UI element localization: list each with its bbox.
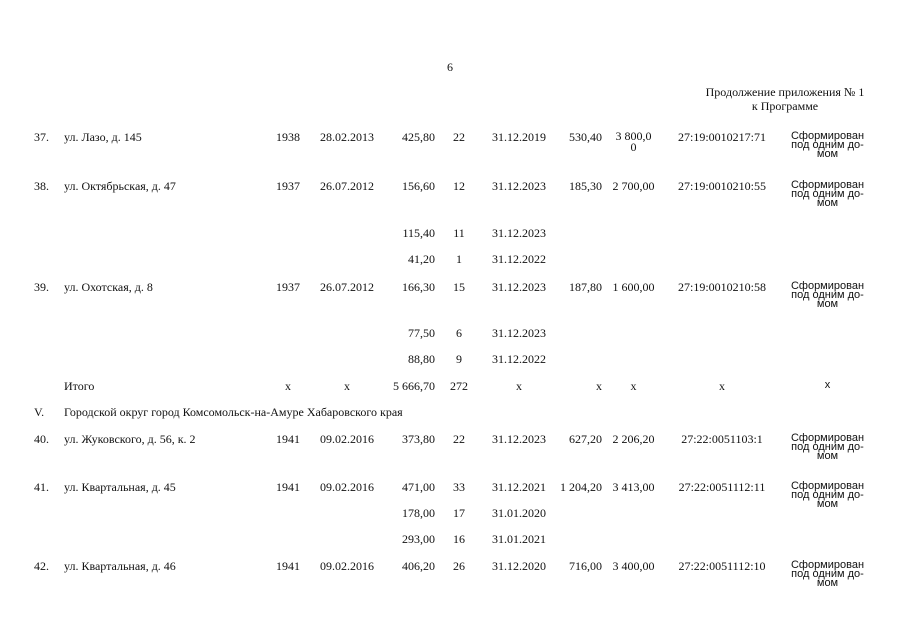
cell-cadastre: 27:19:0010217:71 [677,130,766,144]
cell-cost: 1 600,00 [612,280,655,294]
cell-note: х [824,379,831,391]
cell-date2: 31.12.2022 [492,352,546,366]
cell-date2: 31.12.2019 [492,130,546,144]
cell-area: 178,00 [402,506,435,520]
cell-area2: 627,20 [569,432,602,446]
cell-date1: 26.07.2012 [320,179,374,193]
cell-cost: 3 413,00 [612,480,655,494]
cell-people: 15 [453,280,465,294]
cell-address: ул. Лазо, д. 145 [64,130,142,144]
cell-area: 425,80 [402,130,435,144]
cell-num: 40. [34,432,49,446]
cell-people: 33 [453,480,465,494]
cell-date1: 09.02.2016 [320,559,374,573]
cell-year: 1941 [276,432,300,446]
cell-cost: 2 206,20 [612,432,655,446]
cell-area: 166,30 [402,280,435,294]
cell-date2: 31.12.2020 [492,559,546,573]
cell-date1: 28.02.2013 [320,130,374,144]
cell-num: 39. [34,280,49,294]
cell-area: 88,80 [408,352,435,366]
cell-num: 38. [34,179,49,193]
cell-date2: 31.12.2023 [492,432,546,446]
cell-date2: 31.01.2021 [492,532,546,546]
cell-area2: 1 204,20 [560,480,602,494]
cell-note: Сформирован под одним до-мом [790,432,865,462]
page-number: 6 [447,60,453,74]
cell-address: ул. Охотская, д. 8 [64,280,153,294]
cell-people: 1 [456,252,462,266]
continuation-line2: к Программе [751,99,819,113]
cell-area: 77,50 [408,326,435,340]
cell-date2: х [516,379,522,393]
cell-date2: 31.12.2023 [492,226,546,240]
cell-cost: 3 400,00 [612,559,655,573]
continuation-header [690,85,880,113]
cell-date2: 31.12.2021 [492,480,546,494]
cell-people: 16 [453,532,465,546]
cell-people: 12 [453,179,465,193]
cell-cost: 2 700,00 [612,179,655,193]
cell-cost: х [630,379,637,393]
cell-note: Сформирован под одним до-мом [790,559,865,589]
cell-address: Итого [64,379,95,393]
cell-area2: 185,30 [569,179,602,193]
cell-num: 42. [34,559,49,573]
cell-num: 37. [34,130,49,144]
cell-cadastre: 27:22:0051112:10 [678,559,766,573]
cell-cadastre: х [719,379,725,393]
cell-cadastre: 27:22:0051103:1 [681,432,763,446]
cell-people: 17 [453,506,465,520]
cell-address: ул. Октябрьская, д. 47 [64,179,176,193]
cell-year: 1941 [276,480,300,494]
cell-people: 22 [453,432,465,446]
cell-date2: 31.12.2023 [492,280,546,294]
cell-date1: 09.02.2016 [320,480,374,494]
cell-cadastre: 27:19:0010210:58 [677,280,766,294]
cell-year: 1941 [276,559,300,573]
cell-people: 26 [453,559,465,573]
cell-area2: 530,40 [569,130,602,144]
cell-note: Сформирован под одним до-мом [790,179,865,209]
cell-area: 5 666,70 [393,379,435,393]
cell-area: 115,40 [402,226,435,240]
cell-area: 406,20 [402,559,435,573]
cell-cost: 3 800,0 0 [615,129,652,154]
cell-people: 272 [450,379,468,393]
cell-people: 6 [456,326,462,340]
cell-num: 41. [34,480,49,494]
cell-people: 9 [456,352,462,366]
cell-area: 293,00 [402,532,435,546]
cell-year: 1938 [276,130,300,144]
cell-address: ул. Квартальная, д. 45 [64,480,176,494]
cell-area: 373,80 [402,432,435,446]
cell-year: 1937 [276,280,300,294]
cell-note: Сформирован под одним до-мом [790,480,865,510]
cell-date1: 26.07.2012 [320,280,374,294]
continuation-line1: Продолжение приложения № 1 [705,85,865,99]
cell-area: 41,20 [408,252,435,266]
cell-year: 1937 [276,179,300,193]
cell-date2: 31.12.2022 [492,252,546,266]
cell-cadastre: 27:19:0010210:55 [677,179,766,193]
cell-address: ул. Жуковского, д. 56, к. 2 [64,432,196,446]
cell-area: 156,60 [402,179,435,193]
cell-area2: 716,00 [569,559,602,573]
cell-cadastre: 27:22:0051112:11 [678,480,766,494]
cell-area2: 187,80 [569,280,602,294]
cell-people: 11 [453,226,465,240]
cell-date2: 31.12.2023 [492,326,546,340]
cell-address: ул. Квартальная, д. 46 [64,559,176,573]
cell-date2: 31.01.2020 [492,506,546,520]
cell-note: Сформирован под одним до-мом [790,280,865,310]
cell-people: 22 [453,130,465,144]
cell-date2: 31.12.2023 [492,179,546,193]
cell-address: Городской округ город Комсомольск-на-Амуре Хабаровского края [64,405,403,419]
cell-date1: х [344,379,350,393]
cell-num: V. [34,405,45,419]
cell-date1: 09.02.2016 [320,432,374,446]
cell-note: Сформирован под одним до-мом [790,130,865,160]
cell-year: х [285,379,291,393]
cell-area: 471,00 [402,480,435,494]
cell-area2: х [596,379,602,393]
